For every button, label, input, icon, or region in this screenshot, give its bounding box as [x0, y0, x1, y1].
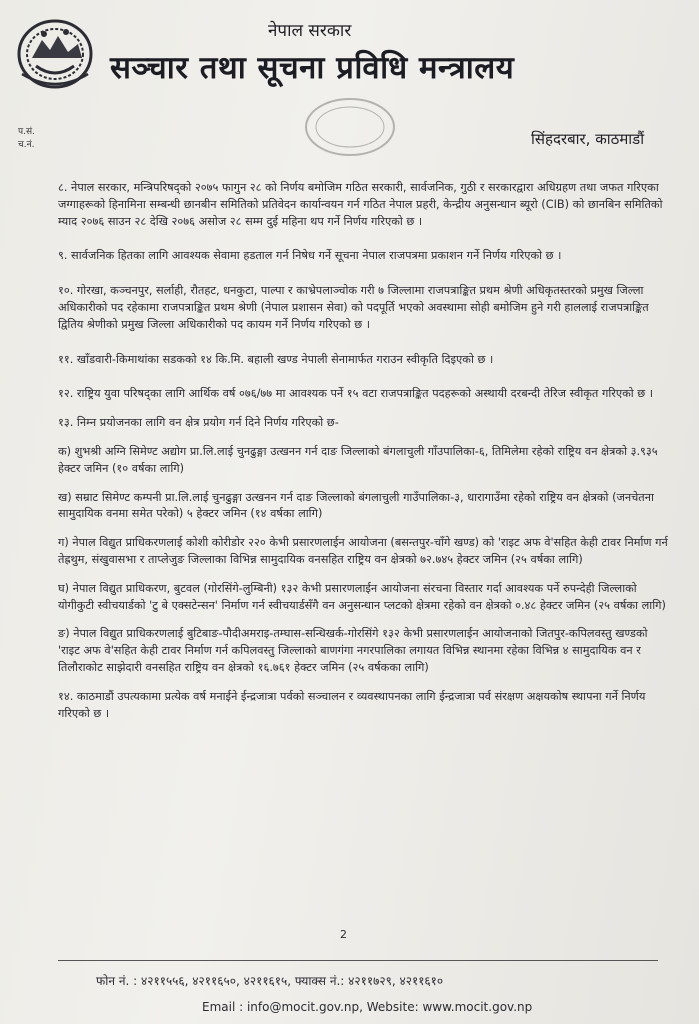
- decision-14: १४. काठमाडौं उपत्यकामा प्रत्येक वर्ष मनाईने ईन्द्रजात्रा पर्वको सञ्चालन र व्यवस्थापनका लागि ईन्द्रजात्रा पर्व संरक्षण अक्षयकोष स्थापना गर्ने निर्णय गरिएको छ ।: [58, 689, 646, 720]
- decision-13-item-ga: ग) नेपाल विद्युत प्राधिकरणलाई कोशी कोरीडोर २२० केभी प्रसारणलाईन आयोजना (बसन्तपुर-चाँगे खण्ड) को 'राइट अफ वे'सहित केही टावर निर्माण गर्न तेह्रथुम, संखुवासभा र ताप्लेजुङ जिल्लाका विभिन्न सामुदायिक वनसहित राष्ट्रिय वन क्षेत्रको ७२.७४५ हेक्टर जमिन (२५ वर्षका लागि): [58, 536, 668, 566]
- footer-contact: Email : info@mocit.gov.np, Website: www.mocit.gov.np: [202, 1000, 533, 1014]
- government-title: नेपाल सरकार: [268, 21, 352, 41]
- office-location: सिंहदरबार, काठमाडौं: [531, 130, 645, 148]
- decision-12: १२. राष्ट्रिय युवा परिषद्का लागि आर्थिक वर्ष ०७६/७७ मा आवश्यक पर्ने १५ वटा राजपत्राङ्कित पदहरूको अस्थायी दरबन्दी तेरिज स्वीकृत गरिएको छ ।: [58, 387, 654, 401]
- footer-divider: [58, 960, 658, 961]
- decision-13-heading: १३. निम्न प्रयोजनका लागि वन क्षेत्र प्रयोग गर्न दिने निर्णय गरिएको छ-: [58, 416, 339, 430]
- decision-13-item-gha: घ) नेपाल विद्युत प्राधिकरण, बुटवल (गोरसिंगे-लुम्बिनी) १३२ केभी प्रसारणलाईन आयोजना संरचना विस्तार गर्दा आवश्यक पर्ने रुपन्देही जिल्लाको योगीकुटी स्वीचयार्डको 'टु बे एक्सटेन्सन' निर्माण गर्न स्वीचयार्डसँगै वन अनुसन्धान प्लटको क्षेत्रमा रहेको वन क्षेत्रको ०.४८ हेक्टर जमिन (२५ वर्षका लागि): [58, 581, 666, 612]
- decision-13-item-kha: ख) सम्राट सिमेण्ट कम्पनी प्रा.लि.लाई चुनढुङ्गा उत्खनन गर्न दाङ जिल्लाको बंगलाचुली गाउँपालिका-३, धारागाउँमा रहेको राष्ट्रिय वन क्षेत्रको (जनचेतना सामुदायिक वनमा समेत परेको) ५ हेक्टर जमिन (१४ वर्षका लागि): [58, 490, 654, 521]
- reference-block: [18, 126, 35, 152]
- footer-phones: फोन नं. : ४२११५५६, ४२११६५०, ४२११६१५, फ्याक्स नं.: ४२११७२९, ४२११६१०: [96, 974, 444, 988]
- decision-13-item-ka: क) शुभश्री अग्नि सिमेण्ट अद्योग प्रा.लि.लाई चुनढुङ्गा उत्खनन गर्न दाङ जिल्लाको बंगलाचुली गाँउपालिका-६, तिमिलेमा रहेको राष्ट्रिय वन क्षेत्रको ३.९३५ हेक्टर जमिन (१० वर्षका लागि): [58, 444, 658, 475]
- decision-8: ८. नेपाल सरकार, मन्त्रिपरिषद्को २०७५ फागुन २८ को निर्णय बमोजिम गठित सरकारी, सार्वजनिक, गुठी र सरकारद्वारा अधिग्रहण तथा जफत गरिएका जग्गाहरूको हिनामिना सम्बन्धी छानबीन समितिको प्रतिवेदन कार्यान्वयन गर्न गठित नेपाल प्रहरी, केन्द्रीय अनुसन्धान ब्यूरो (CIB) को छानबिन समितिको म्याद २०७६ साउन २८ देखि २०७६ असोज २८ सम्म दुई महिना थप गर्ने निर्णय गरिएको छ ।: [58, 181, 663, 228]
- nepal-government-emblem-icon: [14, 14, 96, 92]
- ministry-name: सञ्चार तथा सूचना प्रविधि मन्त्रालय: [110, 50, 515, 86]
- faded-stamp-icon: [300, 92, 400, 162]
- page-number: 2: [340, 928, 347, 941]
- decision-list: [58, 180, 668, 722]
- ref-number-label: प.सं.: [18, 127, 35, 137]
- decision-13-item-nga: ङ) नेपाल विद्युत प्राधिकरणलाई बुटिबाङ-पौदीअमराइ-तम्घास-सन्धिखर्क-गोरसिंगे १३२ केभी प्रसारणलाईन आयोजनाको जितपुर-कपिलवस्तु खण्डको 'राइट अफ वे'सहित केही टावर निर्माण गर्न कपिलवस्तु जिल्लाको बाणगंगा नगरपालिका लगायत विभिन्न स्थानमा रहेका विभिन्न ४ सामुदायिक वन र तिलौराकोट साझेदारी वनसहित राष्ट्रिय वन क्षेत्रको १६.७६१ हेक्टर जमिन (२५ वर्षकका लागि): [58, 627, 648, 674]
- decision-9: ९. सार्वजनिक हितका लागि आवश्यक सेवामा हडताल गर्न निषेध गर्ने सूचना नेपाल राजपत्रमा प्रकाशन गर्ने निर्णय गरिएको छ ।: [58, 249, 562, 263]
- decision-10: १०. गोरखा, कञ्चनपुर, सर्लाही, रौतहट, धनकुटा, पाल्पा र काभ्रेपलाञ्चोक गरी ७ जिल्लामा राजपत्राङ्कित प्रथम श्रेणी अधिकृतस्तरको प्रमुख जिल्ला अधिकारीको पद रहेकामा राजपत्राङ्कित प्रथम श्रेणी (नेपाल प्रशासन सेवा) को पदपूर्ति भएको अवस्थामा सोही बमोजिम हुने गरी हाललाई राजपत्राङ्कित द्वितिय श्रेणीको प्रमुख जिल्ला अधिकारीको पद कायम गर्ने निर्णय गरिएको छ ।: [58, 284, 649, 331]
- decision-11: ११. खाँडवारी-किमाथांका सडकको १४ कि.मि. बहाली खण्ड नेपाली सेनामार्फत गराउन स्वीकृति दिइएको छ ।: [58, 352, 494, 366]
- dispatch-number-label: च.नं.: [18, 140, 35, 150]
